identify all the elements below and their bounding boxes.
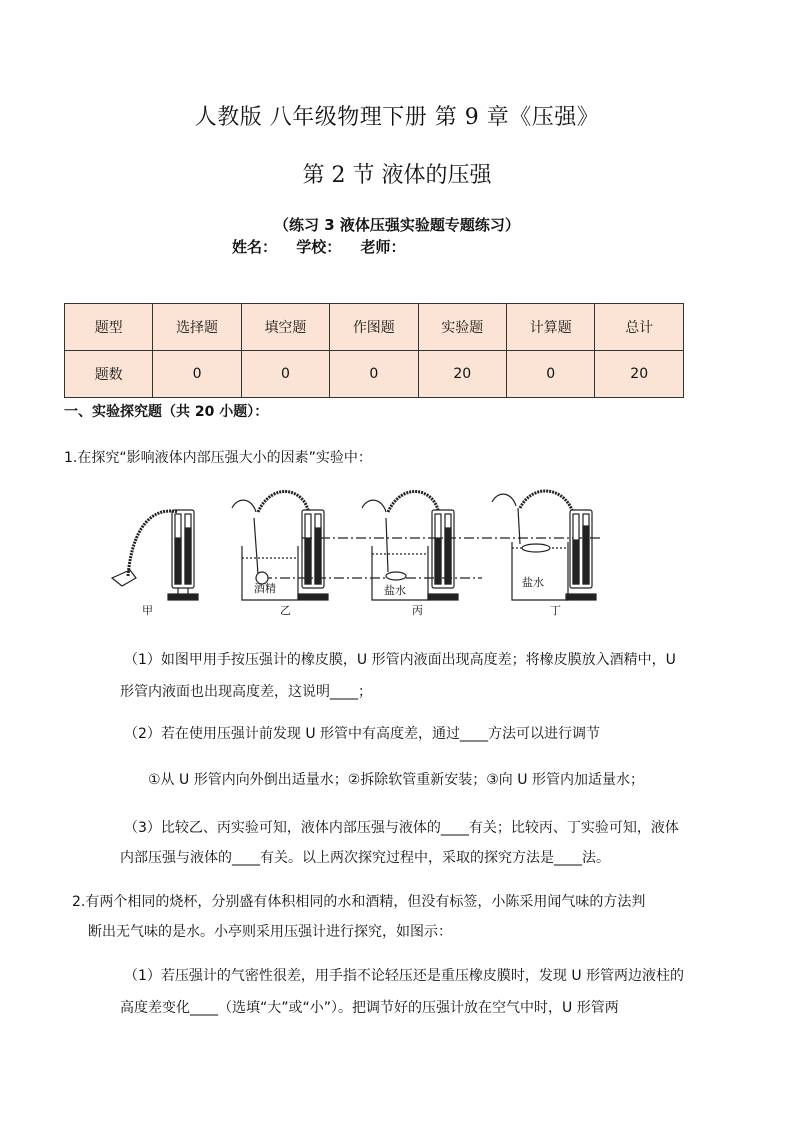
question-stats-table	[64, 303, 684, 398]
school-label: 学校：	[296, 238, 342, 256]
table-cell: 计算题	[507, 304, 595, 351]
table-cell: 作图题	[330, 304, 418, 351]
label-saltwater-ding: 盐水	[522, 576, 544, 589]
q2-part1-line1: （1）若压强计的气密性很差，用手指不论轻压还是重压橡皮膜时，发现 U 形管两边液柱的	[124, 968, 685, 984]
beaker-bing	[362, 491, 458, 600]
label-alcohol: 酒精	[254, 582, 276, 595]
table-cell: 0	[507, 351, 595, 398]
beaker-yi	[232, 491, 328, 600]
table-cell: 选择题	[153, 304, 241, 351]
table-cell: 0	[241, 351, 329, 398]
section-heading: 一、实验探究题（共 20 小题）：	[64, 404, 269, 420]
q1-part2-line1: （2）若在使用压强计前发现 U 形管中有高度差，通过____方法可以进行调节	[124, 726, 601, 742]
q1-stem: 1.在探究“影响液体内部压强大小的因素”实验中：	[64, 450, 372, 466]
student-info	[232, 236, 420, 257]
gauge-jia	[112, 510, 198, 600]
exercise-subtitle: （练习 3 液体压强实验题专题练习）	[274, 216, 520, 234]
teacher-label: 老师：	[360, 238, 406, 256]
table-cell: 实验题	[418, 304, 507, 351]
section-title: 第 2 节 液体的压强	[302, 163, 492, 188]
table-cell: 填空题	[241, 304, 329, 351]
table-cell: 题型	[65, 304, 153, 351]
table-header-row	[65, 304, 684, 351]
document-title: 人教版 八年级物理下册 第 9 章《压强》	[194, 105, 600, 130]
table-cell: 20	[595, 351, 684, 398]
q1-part3-line1: （3）比较乙、丙实验可知，液体内部压强与液体的____有关；比较丙、丁实验可知，液体	[124, 820, 679, 836]
label-saltwater-bing: 盐水	[384, 584, 406, 597]
table-cell: 0	[153, 351, 241, 398]
q2-part1-line2: 高度差变化____（选填“大”或“小”）。把调节好的压强计放在空气中时，U 形管两	[120, 1000, 619, 1016]
label-jia: 甲	[142, 604, 153, 617]
name-label: 姓名：	[232, 238, 278, 256]
label-ding: 丁	[550, 604, 561, 617]
beaker-ding	[492, 491, 596, 600]
table-cell: 总计	[595, 304, 684, 351]
table-cell: 0	[330, 351, 418, 398]
q1-part1-line1: （1）如图甲用手按压强计的橡皮膜，U 形管内液面出现高度差；将橡皮膜放入酒精中，U	[124, 652, 676, 668]
q2-stem-line1: 2.有两个相同的烧杯，分别盛有体积相同的水和酒精，但没有标签，小陈采用闻气味的方法判	[72, 894, 646, 910]
table-cell: 题数	[65, 351, 153, 398]
q1-part1-line2: 形管内液面也出现高度差，这说明____；	[120, 684, 372, 700]
table-cell: 20	[418, 351, 507, 398]
label-bing: 丙	[412, 604, 423, 617]
q1-part3-line2: 内部压强与液体的____有关。以上两次探究过程中，采取的探究方法是____法。	[120, 850, 610, 866]
table-row	[65, 351, 684, 398]
label-yi: 乙	[280, 604, 291, 617]
q1-part2-options: ①从 U 形管内向外倒出适量水；②拆除软管重新安装；③向 U 形管内加适量水；	[148, 772, 644, 788]
pressure-gauge-figure	[92, 488, 632, 628]
q2-stem-line2: 断出无气味的是水。小亭则采用压强计进行探究，如图示：	[88, 924, 452, 940]
